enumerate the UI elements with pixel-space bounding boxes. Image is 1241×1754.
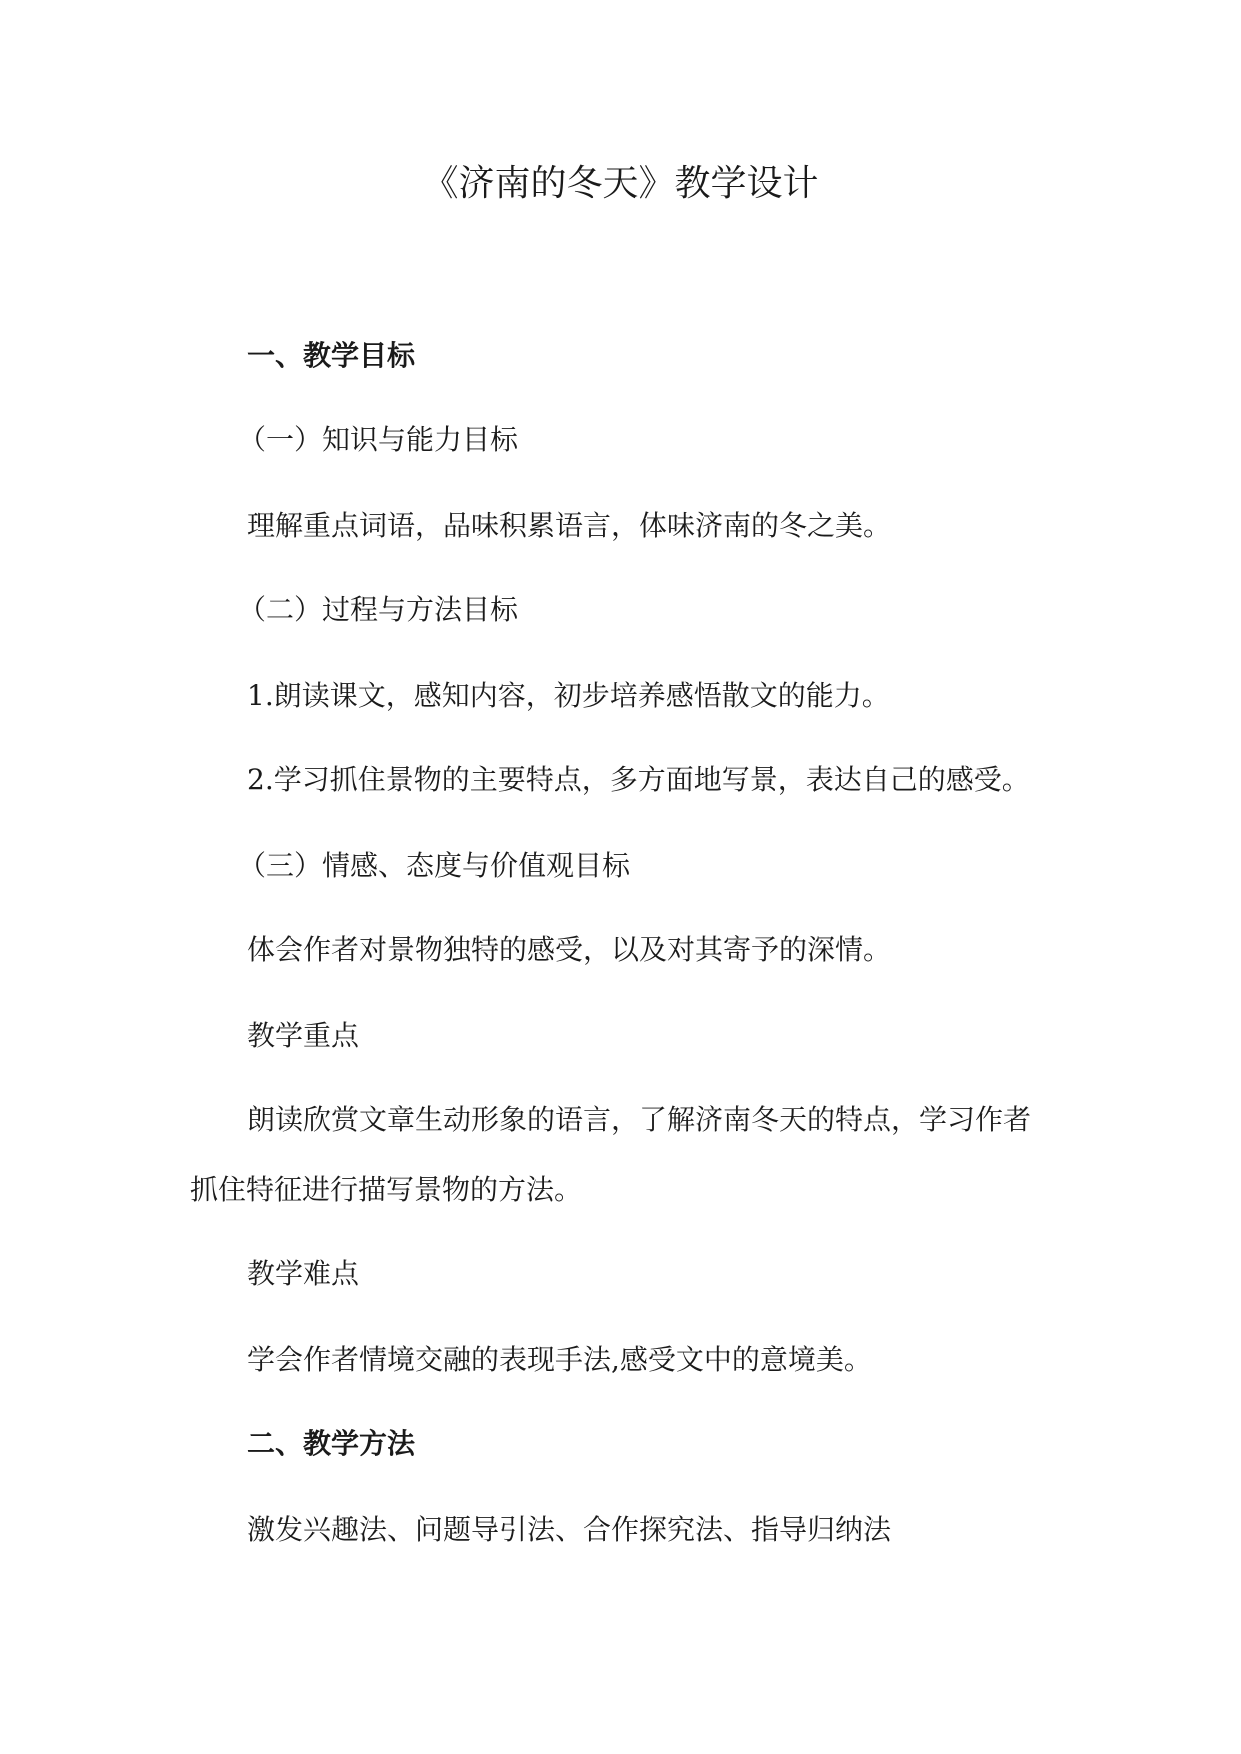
sub1-heading: （一）知识与能力目标 xyxy=(238,423,519,456)
key-points-line2: 抓住特征进行描写景物的方法。 xyxy=(190,1173,583,1206)
key-points-line1: 朗读欣赏文章生动形象的语言，了解济南冬天的特点，学习作者 xyxy=(247,1103,1032,1136)
sub3-heading: （三）情感、态度与价值观目标 xyxy=(238,849,631,882)
document-title: 《济南的冬天》教学设计 xyxy=(422,163,819,204)
sub2-item1: 1.朗读课文，感知内容，初步培养感悟散文的能力。 xyxy=(247,679,890,712)
difficulties-heading: 教学难点 xyxy=(247,1257,360,1290)
section1-heading: 一、教学目标 xyxy=(247,339,416,372)
sub2-heading: （二）过程与方法目标 xyxy=(238,593,519,626)
sub2-item2: 2.学习抓住景物的主要特点，多方面地写景，表达自己的感受。 xyxy=(247,763,1030,796)
key-points-heading: 教学重点 xyxy=(247,1019,360,1052)
difficulties-text: 学会作者情境交融的表现手法,感受文中的意境美。 xyxy=(247,1343,872,1376)
section2-heading: 二、教学方法 xyxy=(247,1427,416,1460)
sub3-text: 体会作者对景物独特的感受，以及对其寄予的深情。 xyxy=(247,933,892,966)
section2-text: 激发兴趣法、问题导引法、合作探究法、指导归纳法 xyxy=(247,1513,892,1546)
sub1-text: 理解重点词语，品味积累语言，体味济南的冬之美。 xyxy=(247,509,892,542)
